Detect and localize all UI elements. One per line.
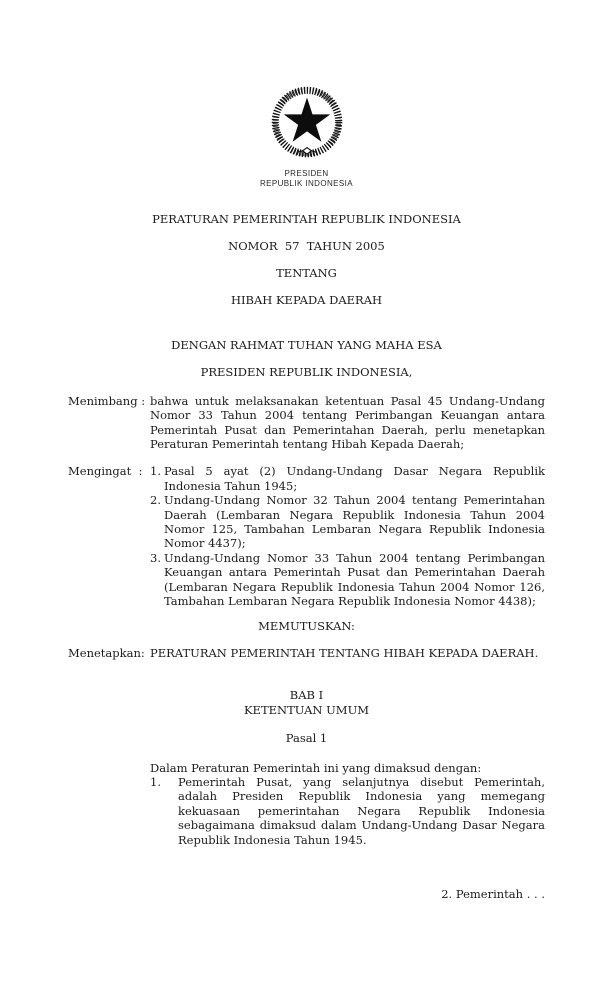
tentang-label: TENTANG [276, 266, 337, 280]
chapter-title: KETENTUAN UMUM [243, 702, 370, 717]
list-item-text: Pasal 5 ayat (2) Undang-Undang Dasar Negara Republik Indonesia Tahun 1945; [164, 464, 545, 493]
invocation-line: DENGAN RAHMAT TUHAN YANG MAHA ESA [171, 338, 442, 353]
definition-item-text: Pemerintah Pusat, yang selanjutnya disebut Pemerintah, adalah Presiden Republik Indonesia yang memegang kekuasaan pemerintahan Negara Republik Indonesia sebagaimana dimaksud dalam Undang-Undang Dasar Negara Republik Indonesia Tahun 1945. [178, 774, 545, 847]
definition-item [150, 775, 545, 847]
considering-section [68, 394, 545, 452]
regulation-subject: HIBAH KEPADA DAERAH [230, 293, 383, 307]
recalling-section [68, 464, 545, 608]
considering-text: bahwa untuk melaksanakan ketentuan Pasal 45 Undang-Undang Nomor 33 Tahun 2004 tentang Perimbangan Keuangan antara Pemerintah Pusat dan Pemerintahan Daerah, perlu menetapkan Peraturan Pemerintah tentang Hibah Kepada Daerah; [150, 393, 545, 452]
regulation-title: PERATURAN PEMERINTAH REPUBLIK INDONESIA [152, 212, 461, 226]
seal-caption-presiden: PRESIDEN [284, 169, 329, 178]
page-catchword: 2. Pemerintah . . . [441, 886, 545, 901]
list-item-number: 3. [150, 550, 161, 565]
chapter-heading-block [68, 688, 545, 717]
enactment-text: PERATURAN PEMERINTAH TENTANG HIBAH KEPADA DAERAH. [150, 645, 539, 660]
seal-caption-republik: REPUBLIK INDONESIA [259, 179, 353, 188]
considering-label: Menimbang : [68, 393, 146, 408]
article-intro: Dalam Peraturan Pemerintah ini yang dimaksud dengan: [150, 760, 482, 775]
presidential-seal-icon [271, 86, 343, 158]
decision-heading: MEMUTUSKAN: [258, 618, 355, 633]
title-block [68, 212, 545, 307]
article-heading: Pasal 1 [285, 731, 328, 746]
enactment-label: Menetapkan: [68, 645, 145, 660]
definition-item-number: 1. [150, 774, 161, 789]
list-item-number: 2. [150, 493, 161, 508]
authority-line: PRESIDEN REPUBLIK INDONESIA, [200, 365, 413, 380]
list-item-text: Undang-Undang Nomor 33 Tahun 2004 tentang Perimbangan Keuangan antara Pemerintah Pusat dan Pemerintahan Daerah (Lembaran Negara Republik Indonesia Tahun 2004 Nomor 126, Tambahan Lembaran Negara Republik Indonesia Nomor 4438); [164, 550, 545, 609]
article-body [68, 761, 545, 847]
preamble-block [68, 338, 545, 379]
recalling-label: Mengingat : [68, 464, 143, 479]
list-item [150, 493, 545, 551]
enactment-section [68, 646, 545, 660]
seal-block [68, 0, 545, 189]
list-item [150, 464, 545, 493]
list-item-number: 1. [150, 464, 161, 479]
recalling-list [150, 464, 545, 608]
chapter-number: BAB I [289, 688, 324, 703]
regulation-number: NOMOR 57 TAHUN 2005 [228, 239, 385, 253]
list-item [150, 551, 545, 609]
list-item-text: Undang-Undang Nomor 32 Tahun 2004 tentang Pemerintahan Daerah (Lembaran Negara Republik Indonesia Tahun 2004 Nomor 125, Tambahan Lembaran Negara Republik Indonesia Nomor 4437); [164, 493, 545, 551]
